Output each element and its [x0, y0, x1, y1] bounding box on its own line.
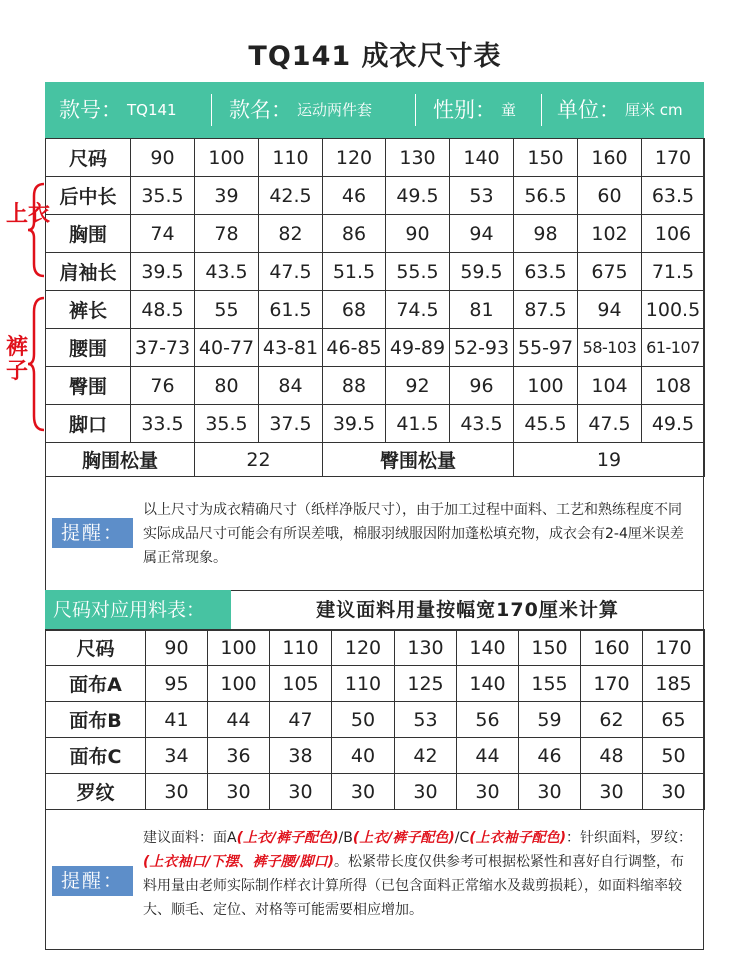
fabric-size-header-cell: 130	[395, 630, 457, 666]
table-cell: 95	[146, 666, 208, 702]
table-cell: 34	[146, 738, 208, 774]
table-cell: 30	[332, 774, 395, 810]
table-cell: 48.5	[131, 291, 195, 329]
hip-ease-value: 19	[514, 443, 705, 477]
table-cell: 37-73	[131, 329, 195, 367]
table-cell: 104	[578, 367, 642, 405]
table-cell: 170	[581, 666, 643, 702]
page-title: TQ141 成衣尺寸表	[248, 41, 502, 72]
table-cell: 44	[457, 738, 519, 774]
table-cell: 100.5	[642, 291, 705, 329]
table-cell: 53	[450, 177, 514, 215]
table-cell: 37.5	[259, 405, 323, 443]
row-label: 罗纹	[46, 774, 146, 810]
table-cell: 61.5	[259, 291, 323, 329]
table-cell: 44	[208, 702, 270, 738]
table-cell: 40	[332, 738, 395, 774]
table-cell: 33.5	[131, 405, 195, 443]
size-table	[45, 138, 705, 477]
table-row	[46, 253, 705, 291]
table-cell: 92	[386, 367, 450, 405]
fabric-size-header-cell: 100	[208, 630, 270, 666]
unit-label: 单位：	[557, 98, 620, 122]
fabric-section-subtitle: 建议面料用量按幅宽170厘米计算	[316, 599, 619, 621]
table-cell: 88	[323, 367, 386, 405]
table-cell: 35.5	[195, 405, 259, 443]
table-cell: 76	[131, 367, 195, 405]
table-cell: 94	[578, 291, 642, 329]
fabric-size-header-cell: 150	[519, 630, 581, 666]
table-cell: 40-77	[195, 329, 259, 367]
table-cell: 46	[323, 177, 386, 215]
table-cell: 38	[270, 738, 332, 774]
table-row	[46, 702, 705, 738]
table-cell: 105	[270, 666, 332, 702]
table-cell: 94	[450, 215, 514, 253]
table-cell: 82	[259, 215, 323, 253]
size-header-cell: 100	[195, 139, 259, 177]
table-cell: 140	[457, 666, 519, 702]
table-row	[46, 329, 705, 367]
table-cell: 43.5	[195, 253, 259, 291]
table-cell: 42.5	[259, 177, 323, 215]
table-cell: 30	[208, 774, 270, 810]
table-cell: 74	[131, 215, 195, 253]
reminder-highlight: (上衣袖子配色)	[469, 830, 567, 846]
table-cell: 53	[395, 702, 457, 738]
table-cell: 58-103	[578, 329, 642, 367]
table-cell: 36	[208, 738, 270, 774]
row-label: 臀围	[46, 367, 131, 405]
table-cell: 30	[457, 774, 519, 810]
table-cell: 84	[259, 367, 323, 405]
chest-ease-label: 胸围松量	[46, 443, 195, 477]
table-cell: 68	[323, 291, 386, 329]
unit-value: 厘米 cm	[625, 101, 683, 119]
table-cell: 46-85	[323, 329, 386, 367]
reminder-text-part: 建议面料：面A	[143, 830, 237, 846]
size-header-cell: 90	[131, 139, 195, 177]
size-header-cell: 150	[514, 139, 578, 177]
size-header-cell: 120	[323, 139, 386, 177]
fabric-reminder-text	[143, 826, 695, 922]
table-cell: 55-97	[514, 329, 578, 367]
table-cell: 47.5	[259, 253, 323, 291]
reminder-tag: 提醒：	[52, 518, 133, 548]
row-label: 胸围	[46, 215, 131, 253]
table-cell: 30	[395, 774, 457, 810]
table-cell: 42	[395, 738, 457, 774]
table-row	[46, 666, 705, 702]
style-name-label: 款名：	[229, 98, 292, 122]
row-label: 裤长	[46, 291, 131, 329]
fabric-section-title: 尺码对应用料表：	[45, 590, 231, 630]
pants-bracket-icon	[26, 294, 48, 434]
table-cell: 108	[642, 367, 705, 405]
fabric-size-header-cell: 120	[332, 630, 395, 666]
header-divider	[541, 94, 542, 126]
gender-value: 童	[501, 101, 517, 119]
table-cell: 49-89	[386, 329, 450, 367]
reminder-text-part: ：针织面料，罗纹：	[566, 830, 693, 846]
table-cell: 110	[332, 666, 395, 702]
header-divider	[211, 94, 212, 126]
table-cell: 675	[578, 253, 642, 291]
table-cell: 63.5	[642, 177, 705, 215]
table-cell: 59.5	[450, 253, 514, 291]
table-row	[46, 774, 705, 810]
table-cell: 81	[450, 291, 514, 329]
table-cell: 51.5	[323, 253, 386, 291]
top-garment-side-label: 上衣	[6, 202, 51, 227]
reminder-highlight: (上衣/裤子配色)	[352, 830, 455, 846]
table-cell: 59	[519, 702, 581, 738]
hip-ease-label: 臀围松量	[323, 443, 514, 477]
table-cell: 56.5	[514, 177, 578, 215]
row-label: 面布A	[46, 666, 146, 702]
size-header-cell: 170	[642, 139, 705, 177]
table-cell: 50	[332, 702, 395, 738]
table-cell: 47.5	[578, 405, 642, 443]
table-cell: 49.5	[386, 177, 450, 215]
table-cell: 52-93	[450, 329, 514, 367]
style-no-label: 款号：	[59, 98, 122, 122]
table-row	[46, 291, 705, 329]
table-cell: 185	[643, 666, 705, 702]
row-label: 后中长	[46, 177, 131, 215]
table-cell: 30	[519, 774, 581, 810]
row-label: 肩袖长	[46, 253, 131, 291]
fabric-size-header-cell: 160	[581, 630, 643, 666]
fabric-size-header-cell: 170	[643, 630, 705, 666]
size-header-cell: 160	[578, 139, 642, 177]
table-cell: 48	[581, 738, 643, 774]
chest-ease-value: 22	[195, 443, 323, 477]
ease-row	[46, 443, 705, 477]
table-cell: 30	[643, 774, 705, 810]
reminder-highlight: (上衣袖口/下摆、裤子腰/脚口)	[143, 854, 335, 870]
fabric-size-header-cell: 110	[270, 630, 332, 666]
table-cell: 61-107	[642, 329, 705, 367]
table-cell: 46	[519, 738, 581, 774]
reminder-text-part: /C	[454, 830, 470, 846]
table-cell: 41	[146, 702, 208, 738]
table-cell: 60	[578, 177, 642, 215]
table-cell: 30	[581, 774, 643, 810]
table-cell: 43.5	[450, 405, 514, 443]
reminder-tag-2: 提醒：	[52, 866, 133, 896]
table-cell: 55.5	[386, 253, 450, 291]
table-cell: 43-81	[259, 329, 323, 367]
size-header-cell: 110	[259, 139, 323, 177]
fabric-sizes-label: 尺码	[46, 630, 146, 666]
reminder-highlight: (上衣/裤子配色)	[236, 830, 339, 846]
table-cell: 100	[208, 666, 270, 702]
table-row	[46, 367, 705, 405]
table-cell: 102	[578, 215, 642, 253]
table-cell: 125	[395, 666, 457, 702]
table-cell: 41.5	[386, 405, 450, 443]
table-cell: 45.5	[514, 405, 578, 443]
size-header-cell: 130	[386, 139, 450, 177]
fabric-size-header-cell: 90	[146, 630, 208, 666]
table-cell: 56	[457, 702, 519, 738]
table-cell: 65	[643, 702, 705, 738]
fabric-header-row	[46, 630, 705, 666]
table-cell: 35.5	[131, 177, 195, 215]
table-row	[46, 405, 705, 443]
table-cell: 50	[643, 738, 705, 774]
table-cell: 106	[642, 215, 705, 253]
fabric-size-header-cell: 140	[457, 630, 519, 666]
table-cell: 86	[323, 215, 386, 253]
table-cell: 30	[146, 774, 208, 810]
table-cell: 62	[581, 702, 643, 738]
table-cell: 30	[270, 774, 332, 810]
row-label: 腰围	[46, 329, 131, 367]
reminder-text-part: /B	[338, 830, 353, 846]
reminder-text-part: 。松紧带长度仅供参考可根据松紧性和喜好自行调整，布料用量由老师实际制作样衣计算所得（已包含面料正常缩水及裁剪损耗），如面料缩率较大、顺毛、定位、对格等可能需要相应增加。	[143, 854, 685, 918]
gender-label: 性别：	[433, 98, 496, 122]
fabric-section-header	[45, 590, 704, 631]
table-cell: 100	[514, 367, 578, 405]
top-bracket-icon	[26, 180, 48, 280]
table-cell: 90	[386, 215, 450, 253]
table-cell: 47	[270, 702, 332, 738]
table-cell: 39.5	[323, 405, 386, 443]
table-cell: 98	[514, 215, 578, 253]
table-cell: 78	[195, 215, 259, 253]
table-cell: 39.5	[131, 253, 195, 291]
table-cell: 63.5	[514, 253, 578, 291]
table-cell: 55	[195, 291, 259, 329]
row-label: 脚口	[46, 405, 131, 443]
row-label: 面布C	[46, 738, 146, 774]
row-label: 面布B	[46, 702, 146, 738]
table-cell: 39	[195, 177, 259, 215]
size-header-cell: 140	[450, 139, 514, 177]
header-divider	[415, 94, 416, 126]
style-no-value: TQ141	[127, 101, 177, 119]
fabric-table	[45, 629, 705, 810]
table-cell: 96	[450, 367, 514, 405]
info-header-bar	[45, 82, 704, 138]
table-row	[46, 215, 705, 253]
table-cell: 87.5	[514, 291, 578, 329]
table-cell: 74.5	[386, 291, 450, 329]
table-cell: 71.5	[642, 253, 705, 291]
sizes-label: 尺码	[46, 139, 131, 177]
table-cell: 49.5	[642, 405, 705, 443]
pants-side-label: 裤子	[6, 335, 29, 384]
table-row	[46, 738, 705, 774]
size-header-row	[46, 139, 705, 177]
table-row	[46, 177, 705, 215]
table-cell: 80	[195, 367, 259, 405]
style-name-value: 运动两件套	[297, 101, 373, 119]
reminder-text: 以上尺寸为成衣精确尺寸（纸样净版尺寸），由于加工过程中面料、工艺和熟练程度不同实际成品尺寸可能会有所误差哦，棉服羽绒服因附加蓬松填充物，成衣会有2-4厘米误差属正常现象。	[143, 502, 684, 566]
table-cell: 155	[519, 666, 581, 702]
